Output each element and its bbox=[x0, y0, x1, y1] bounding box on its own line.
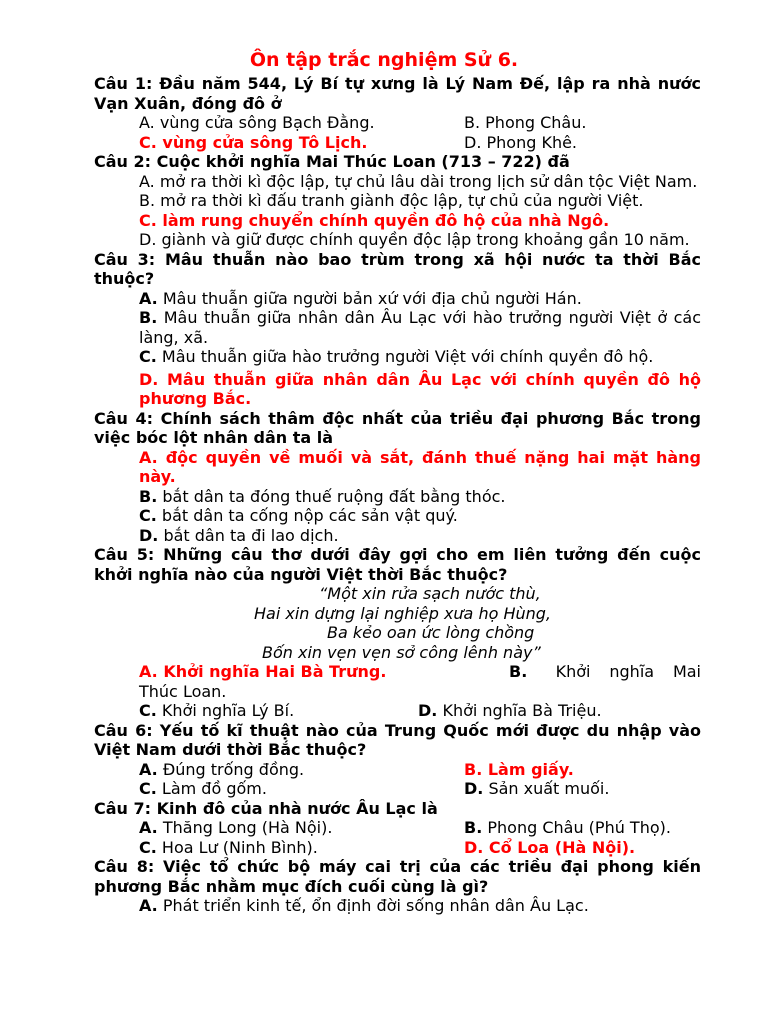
q6-option-d bbox=[464, 779, 609, 799]
q3-option-d-correct: D. Mâu thuẫn giữa nhân dân Âu Lạc với chính quyền đô hộ phương Bắc. bbox=[139, 369, 701, 408]
question-4: Câu 4: Chính sách thâm độc nhất của triều đại phương Bắc trong việc bóc lột nhân dân ta là bbox=[94, 408, 701, 447]
q8-option-a-key: A. bbox=[139, 896, 158, 915]
question-list bbox=[94, 74, 701, 916]
q3-option-c bbox=[94, 347, 701, 367]
q4-option-d-text: bắt dân ta đi lao dịch. bbox=[158, 525, 339, 545]
q8-option-a bbox=[94, 896, 701, 916]
q1-option-c-correct: C. vùng cửa sông Tô Lịch. bbox=[139, 132, 368, 152]
q3-option-b bbox=[94, 308, 701, 347]
q7-option-b-text: Phong Châu (Phú Thọ). bbox=[482, 818, 671, 837]
poem-line-1: “Một xin rửa sạch nước thù, bbox=[319, 584, 541, 603]
q1-option-d: D. Phong Khê. bbox=[464, 132, 578, 152]
q6-option-a-text: Đúng trống đồng. bbox=[157, 759, 305, 779]
q6-option-a bbox=[139, 760, 464, 780]
q7-option-b-key: B. bbox=[464, 818, 483, 837]
q5-options-row-2 bbox=[94, 701, 701, 721]
q7-option-c-text: Hoa Lư (Ninh Bình). bbox=[156, 837, 318, 857]
q7-option-a bbox=[139, 818, 464, 838]
q7-option-c bbox=[139, 838, 464, 858]
q7-option-b bbox=[464, 818, 671, 838]
poem-line-2: Hai xin dựng lại nghiệp xưa họ Hùng, bbox=[254, 603, 552, 623]
q6-options-row-2 bbox=[94, 779, 701, 799]
q4-option-b bbox=[94, 487, 701, 507]
q7-option-a-text: Thăng Long (Hà Nội). bbox=[157, 818, 333, 837]
q5-option-d-text: Khởi nghĩa Bà Triệu. bbox=[437, 701, 602, 720]
q3-option-c-text: Mâu thuẫn giữa hào trưởng người Việt với chính quyền đô hộ. bbox=[156, 347, 654, 366]
q2-option-c-correct: C. làm rung chuyển chính quyền đô hộ của nhà Ngô. bbox=[139, 210, 610, 230]
q4-option-a-correct: A. độc quyền về muối và sắt, đánh thuế nặng hai mặt hàng này. bbox=[139, 447, 701, 486]
q7-option-d-correct: D. Cổ Loa (Hà Nội). bbox=[464, 837, 636, 857]
q2-option-b: B. mở ra thời kì đấu tranh giành độc lập, tự chủ của người Việt. bbox=[139, 191, 644, 210]
q4-option-b-key: B. bbox=[139, 486, 158, 506]
q6-option-d-text: Sản xuất muối. bbox=[483, 779, 610, 798]
q7-option-c-key: C. bbox=[139, 837, 157, 857]
question-5: Câu 5: Những câu thơ dưới đây gợi cho em liên tưởng đến cuộc khởi nghĩa nào của người Việt thời Bắc thuộc? bbox=[94, 545, 701, 584]
q4-option-c-key: C. bbox=[139, 506, 157, 525]
q3-option-a-text: Mâu thuẫn giữa người bản xứ với địa chủ người Hán. bbox=[157, 288, 582, 308]
q6-option-b-correct: B. Làm giấy. bbox=[464, 759, 574, 779]
question-8: Câu 8: Việc tổ chức bộ máy cai trị của các triều đại phong kiến phương Bắc nhằm mục đích cuối cùng là gì? bbox=[94, 857, 701, 896]
q5-option-d-key: D. bbox=[418, 701, 438, 720]
question-3: Câu 3: Mâu thuẫn nào bao trùm trong xã hội nước ta thời Bắc thuộc? bbox=[94, 249, 701, 288]
q6-option-c-key: C. bbox=[139, 779, 157, 798]
q2-option-a: A. mở ra thời kì độc lập, tự chủ lâu dài trong lịch sử dân tộc Việt Nam. bbox=[139, 171, 698, 191]
q7-option-a-key: A. bbox=[139, 818, 158, 837]
q6-option-a-key: A. bbox=[139, 759, 158, 779]
question-7: Câu 7: Kinh đô của nhà nước Âu Lạc là bbox=[94, 798, 438, 818]
poem-line-4: Bốn xin vẹn vẹn sở công lênh này” bbox=[262, 642, 541, 662]
q4-option-c-text: bắt dân ta cống nộp các sản vật quý. bbox=[156, 506, 458, 525]
page-title: Ôn tập trắc nghiệm Sử 6. bbox=[249, 49, 519, 71]
q5-option-c-key: C. bbox=[139, 701, 157, 720]
question-2: Câu 2: Cuộc khởi nghĩa Mai Thúc Loan (713 – 722) đã bbox=[94, 152, 570, 171]
question-1: Câu 1: Đầu năm 544, Lý Bí tự xưng là Lý Nam Đế, lập ra nhà nước Vạn Xuân, đóng đô ở bbox=[94, 74, 701, 113]
q3-option-a bbox=[94, 289, 701, 309]
q4-option-c bbox=[94, 506, 701, 526]
q6-option-c bbox=[139, 779, 464, 799]
q1-options-row-2 bbox=[94, 133, 701, 153]
poem-line-3: Ba kẻo oan ức lòng chồng bbox=[327, 623, 535, 642]
q1-options-row-1 bbox=[94, 113, 701, 133]
q5-option-b-text-1: Khởi nghĩa Mai bbox=[555, 662, 702, 681]
q5-option-d bbox=[418, 701, 602, 721]
question-6: Câu 6: Yếu tố kĩ thuật nào của Trung Quốc mới được du nhập vào Việt Nam dưới thời Bắc thuộc? bbox=[94, 720, 701, 759]
q6-options-row-1 bbox=[94, 760, 701, 780]
poem bbox=[94, 584, 701, 662]
q2-option-d: D. giành và giữ được chính quyền độc lập trong khoảng gần 10 năm. bbox=[139, 230, 690, 249]
q5-option-c bbox=[139, 701, 418, 721]
q5-option-b-head bbox=[509, 662, 701, 682]
q3-option-b-text: Mâu thuẫn giữa nhân dân Âu Lạc với hào trưởng người Việt ở các làng, xã. bbox=[139, 308, 701, 347]
q8-option-a-text: Phát triển kinh tế, ổn định đời sống nhân dân Âu Lạc. bbox=[157, 896, 589, 915]
q6-option-d-key: D. bbox=[464, 779, 484, 798]
q4-option-d bbox=[94, 526, 701, 546]
q6-option-c-text: Làm đồ gốm. bbox=[156, 779, 267, 798]
q3-option-c-key: C. bbox=[139, 347, 157, 366]
q4-option-d-key: D. bbox=[139, 525, 159, 545]
q1-option-b: B. Phong Châu. bbox=[464, 113, 587, 132]
q5-options-row-1 bbox=[94, 662, 701, 682]
q5-option-c-text: Khởi nghĩa Lý Bí. bbox=[156, 701, 295, 720]
q3-option-a-key: A. bbox=[139, 288, 158, 308]
q5-option-b-cont bbox=[94, 682, 701, 702]
q1-option-a: A. vùng cửa sông Bạch Đằng. bbox=[139, 113, 375, 132]
q5-option-a-correct: A. Khởi nghĩa Hai Bà Trưng. bbox=[139, 662, 387, 681]
q4-option-b-text: bắt dân ta đóng thuế ruộng đất bằng thóc. bbox=[157, 486, 506, 506]
q7-options-row-1 bbox=[94, 818, 701, 838]
q3-option-b-key: B. bbox=[139, 308, 158, 327]
q5-option-b-key: B. bbox=[509, 662, 528, 681]
q7-options-row-2 bbox=[94, 838, 701, 858]
q5-option-b-text-2: Thúc Loan. bbox=[139, 681, 227, 701]
